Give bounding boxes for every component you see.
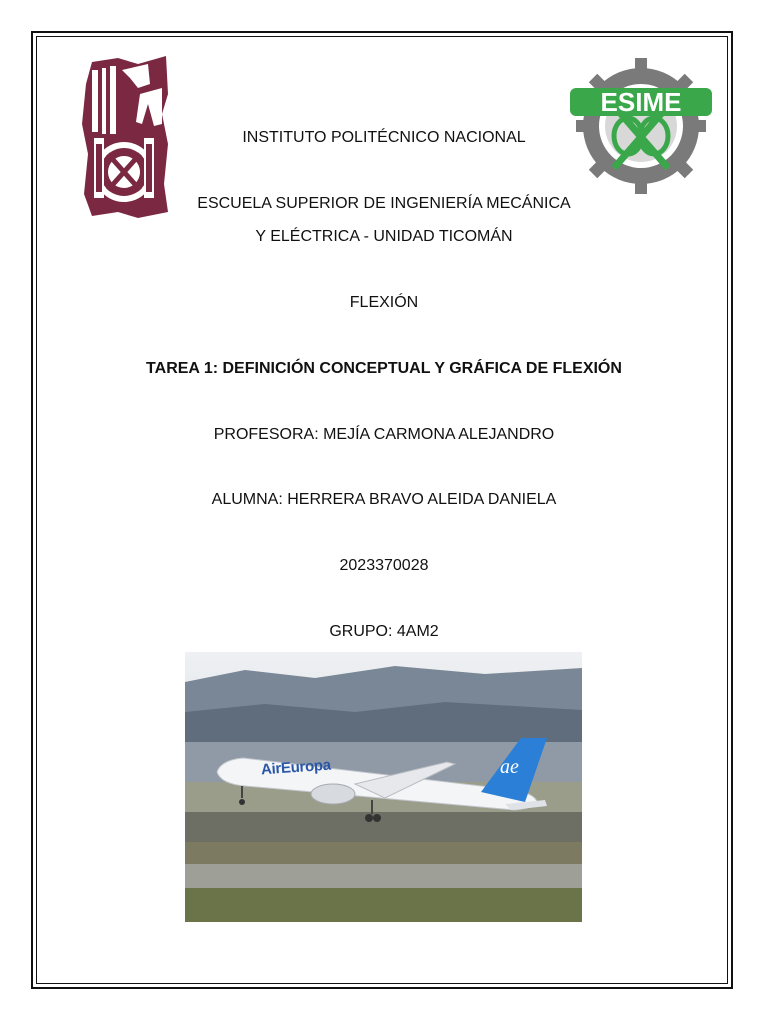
student-name: ALUMNA: HERRERA BRAVO ALEIDA DANIELA	[211, 491, 557, 508]
tail-mark: ae	[500, 756, 519, 778]
school-name-line2: Y ELÉCTRICA - UNIDAD TICOMÁN	[255, 228, 513, 245]
airplane-photo	[185, 652, 582, 922]
group-label: GRUPO: 4AM2	[329, 623, 439, 640]
airline-label: AirEuropa	[260, 756, 332, 779]
esime-logo	[568, 58, 714, 194]
esime-logo-text: ESIME	[600, 87, 682, 117]
school-name-line1: ESCUELA SUPERIOR DE INGENIERÍA MECÁNICA	[197, 195, 571, 212]
assignment-title: TAREA 1: DEFINICIÓN CONCEPTUAL Y GRÁFICA DE FLEXIÓN	[146, 360, 622, 377]
teacher-name: PROFESORA: MEJÍA CARMONA ALEJANDRO	[213, 426, 555, 443]
student-id: 2023370028	[339, 557, 429, 574]
institute-name: INSTITUTO POLITÉCNICO NACIONAL	[242, 129, 526, 146]
subject-title: FLEXIÓN	[349, 294, 419, 311]
